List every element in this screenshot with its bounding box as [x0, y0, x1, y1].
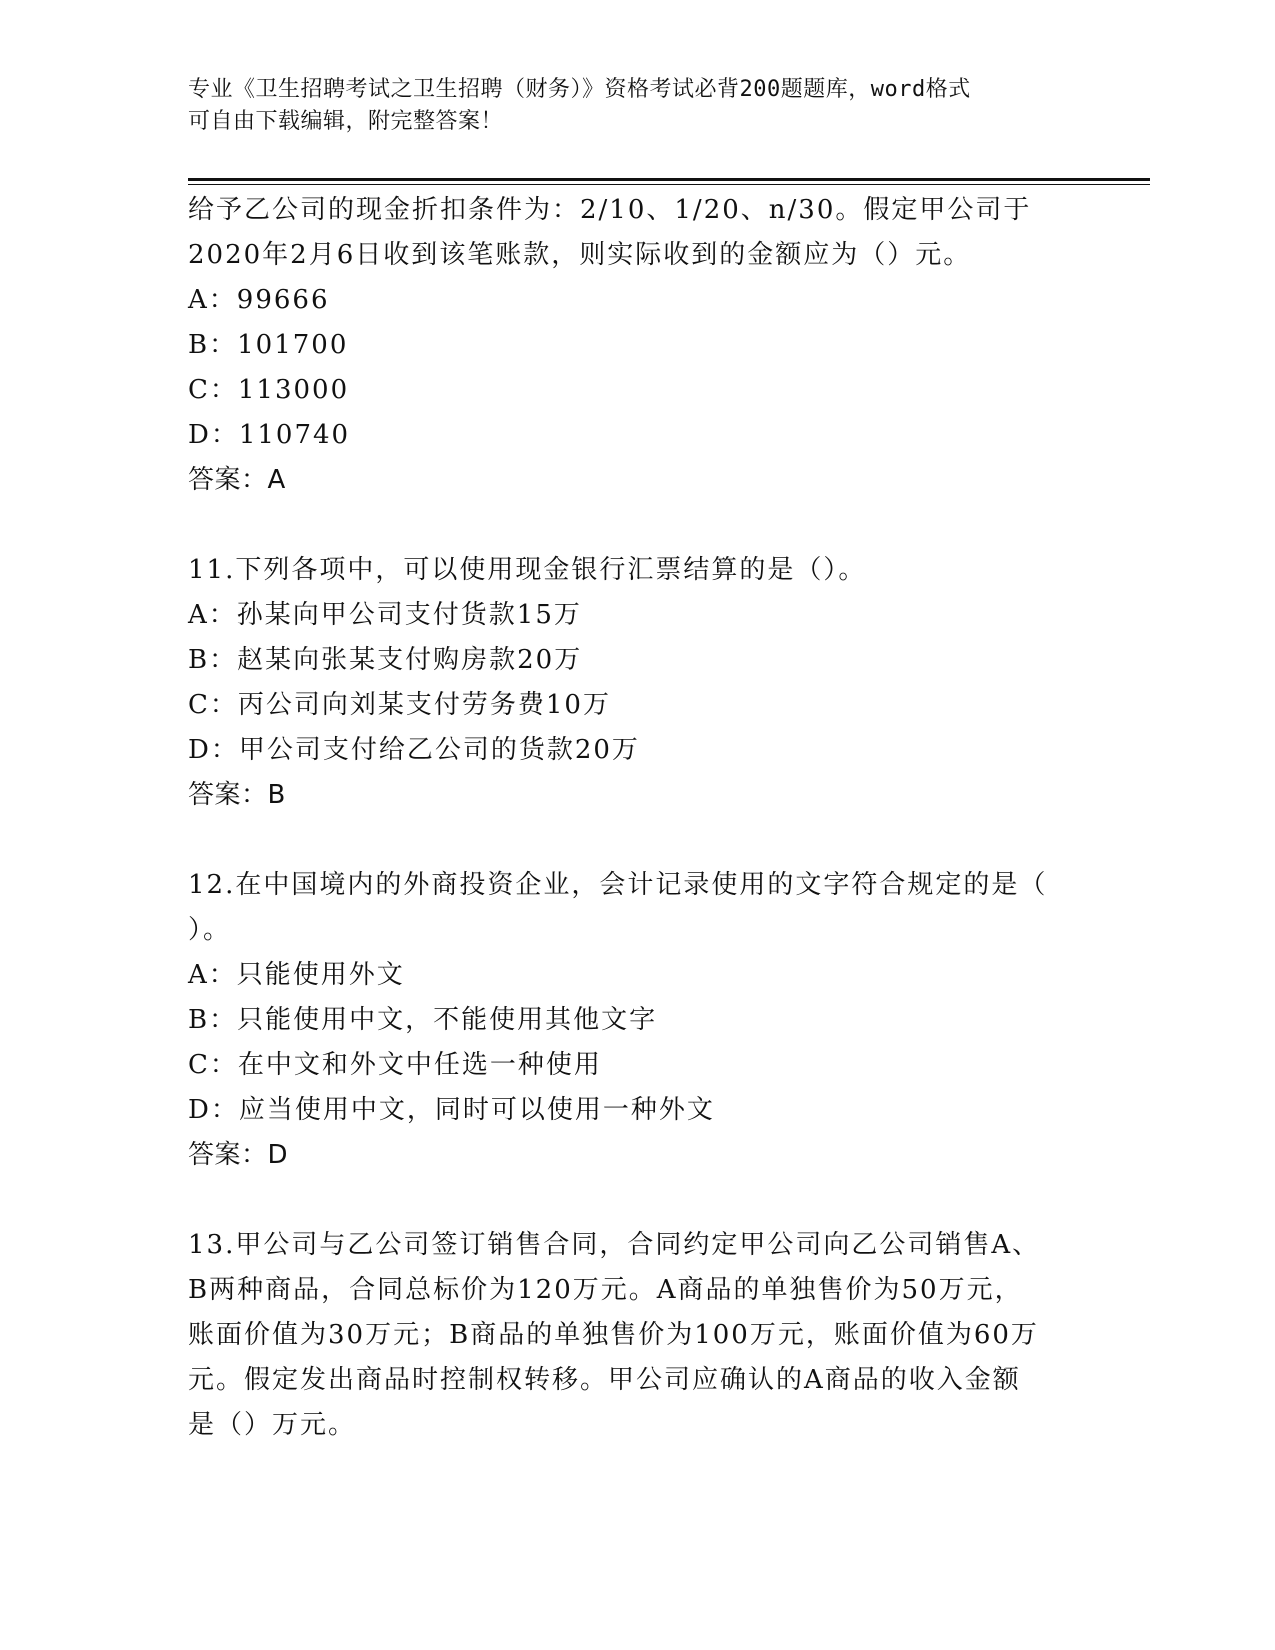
option-c: C：113000	[188, 375, 350, 405]
option-b: B：101700	[188, 330, 349, 360]
question-stem-line: B两种商品，合同总标价为120万元。A商品的单独售价为50万元，	[188, 1275, 1023, 1305]
document-header	[188, 74, 1088, 138]
question-13	[188, 1223, 1088, 1448]
answer-line: 答案：A	[188, 465, 286, 495]
option-c: C：丙公司向刘某支付劳务费10万	[188, 690, 611, 720]
option-a: A：99666	[188, 285, 330, 315]
question-stem-line: ）。	[188, 915, 232, 945]
question-stem-line: 11.下列各项中，可以使用现金银行汇票结算的是（）。	[188, 555, 867, 585]
question-spacer	[188, 1178, 1088, 1223]
option-b: B：只能使用中文，不能使用其他文字	[188, 1005, 658, 1035]
header-title-line-1: 专业《卫生招聘考试之卫生招聘（财务）》资格考试必背200题题库，word格式	[188, 77, 971, 102]
option-d: D：应当使用中文，同时可以使用一种外文	[188, 1095, 715, 1125]
option-d: D：甲公司支付给乙公司的货款20万	[188, 735, 640, 765]
answer-line: 答案：B	[188, 780, 286, 810]
question-12	[188, 863, 1088, 1178]
question-spacer	[188, 818, 1088, 863]
question-list	[188, 188, 1088, 1448]
question-11	[188, 548, 1088, 818]
question-stem-line: 12.在中国境内的外商投资企业，会计记录使用的文字符合规定的是（	[188, 870, 1048, 900]
option-c: C：在中文和外文中任选一种使用	[188, 1050, 602, 1080]
header-divider-thin	[188, 184, 1150, 185]
question-stem-line: 给予乙公司的现金折扣条件为：2/10、1/20、n/30。假定甲公司于	[188, 195, 1032, 225]
option-a: A：只能使用外文	[188, 960, 405, 990]
question-spacer	[188, 503, 1088, 548]
question-stem-line: 账面价值为30万元；B商品的单独售价为100万元，账面价值为60万	[188, 1320, 1039, 1350]
question-stem-line: 是（）万元。	[188, 1410, 357, 1440]
header-title-line-2: 可自由下载编辑，附完整答案！	[188, 109, 504, 134]
answer-line: 答案：D	[188, 1140, 289, 1170]
option-d: D：110740	[188, 420, 351, 450]
question-stem-line: 2020年2月6日收到该笔账款，则实际收到的金额应为（）元。	[188, 240, 972, 270]
option-a: A：孙某向甲公司支付货款15万	[188, 600, 582, 630]
question-stem-line: 元。假定发出商品时控制权转移。甲公司应确认的A商品的收入金额	[188, 1365, 1021, 1395]
question-10	[188, 188, 1088, 503]
header-divider-thick	[188, 178, 1150, 181]
option-b: B：赵某向张某支付购房款20万	[188, 645, 583, 675]
question-stem-line: 13.甲公司与乙公司签订销售合同，合同约定甲公司向乙公司销售A、	[188, 1230, 1041, 1260]
